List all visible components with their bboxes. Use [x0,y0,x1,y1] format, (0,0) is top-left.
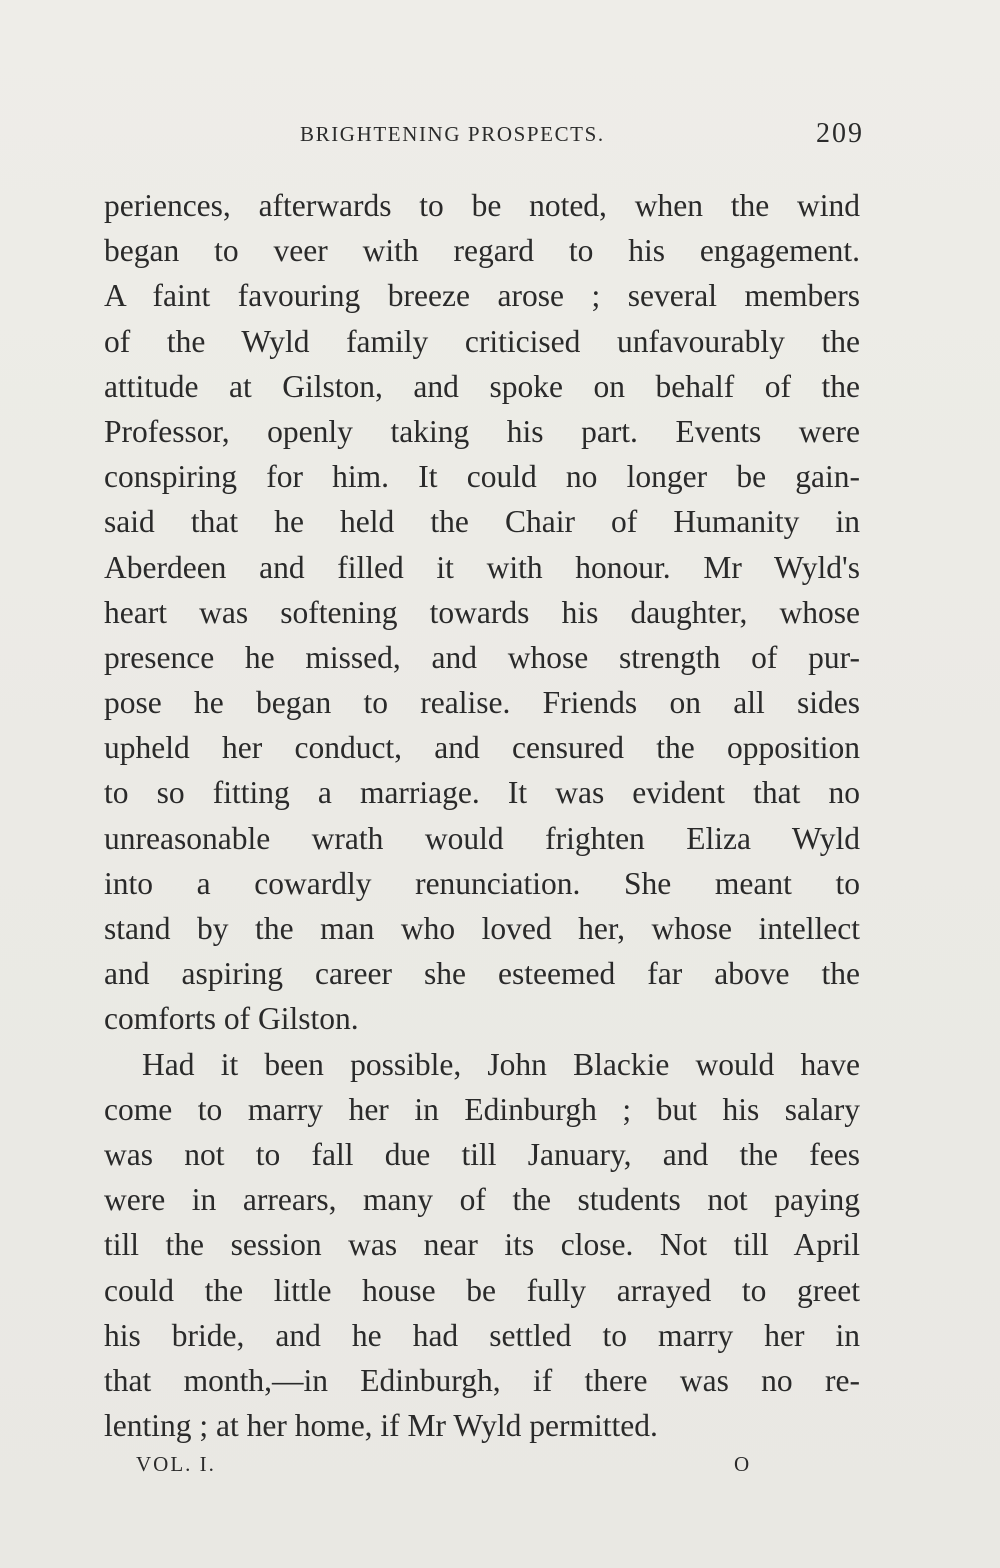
text-line: his bride, and he had settled to marry her in [104,1317,860,1353]
text-line: lenting ; at her home, if Mr Wyld permitted. [104,1408,658,1444]
text-line: could the little house be fully arrayed to greet [104,1272,860,1308]
text-line: come to marry her in Edinburgh ; but his salary [104,1091,860,1127]
signature-mark: O [734,1452,750,1476]
text-line: said that he held the Chair of Humanity in [104,504,860,540]
text-line: stand by the man who loved her, whose intellect [104,911,860,946]
text-line: into a cowardly renunciation. She meant to [104,865,860,901]
text-line: Aberdeen and filled it with honour. Mr Wyld's [104,549,860,585]
text-line: unreasonable wrath would frighten Eliza Wyld [104,820,860,856]
text-line: Had it been possible, John Blackie would have [142,1046,860,1082]
running-title: BRIGHTENING PROSPECTS. [300,122,605,146]
text-line: Professor, openly taking his part. Events were [104,413,860,449]
paragraph-1 [104,183,860,1042]
text-line: heart was softening towards his daughter, whose [104,594,860,630]
text-line: periences, afterwards to be noted, when the wind [104,188,860,223]
paragraph-2 [104,1042,860,1449]
body-text [104,183,860,1448]
text-line: of the Wyld family criticised unfavourably the [104,323,860,359]
text-line: to so fitting a marriage. It was evident that no [104,775,860,811]
text-line: was not to fall due till January, and the fees [104,1136,860,1172]
page-footer [104,1452,864,1482]
page-number: 209 [816,118,864,149]
text-line: were in arrears, many of the students not paying [104,1182,860,1218]
volume-mark: VOL. I. [136,1452,216,1476]
text-line: attitude at Gilston, and spoke on behalf of the [104,368,860,404]
text-line: began to veer with regard to his engagement. [104,233,860,269]
running-head [104,118,864,158]
text-line: conspiring for him. It could no longer be gain- [104,459,860,495]
text-line: A faint favouring breeze arose ; several members [104,278,860,314]
text-line: that month,—in Edinburgh, if there was no re- [104,1362,860,1398]
text-line: and aspiring career she esteemed far above the [104,956,860,992]
text-line: pose he began to realise. Friends on all sides [104,685,860,721]
text-line: upheld her conduct, and censured the opposition [104,730,860,766]
text-line: till the session was near its close. Not till April [104,1227,860,1263]
text-line: comforts of Gilston. [104,1001,359,1037]
text-line: presence he missed, and whose strength of pur- [104,639,860,675]
